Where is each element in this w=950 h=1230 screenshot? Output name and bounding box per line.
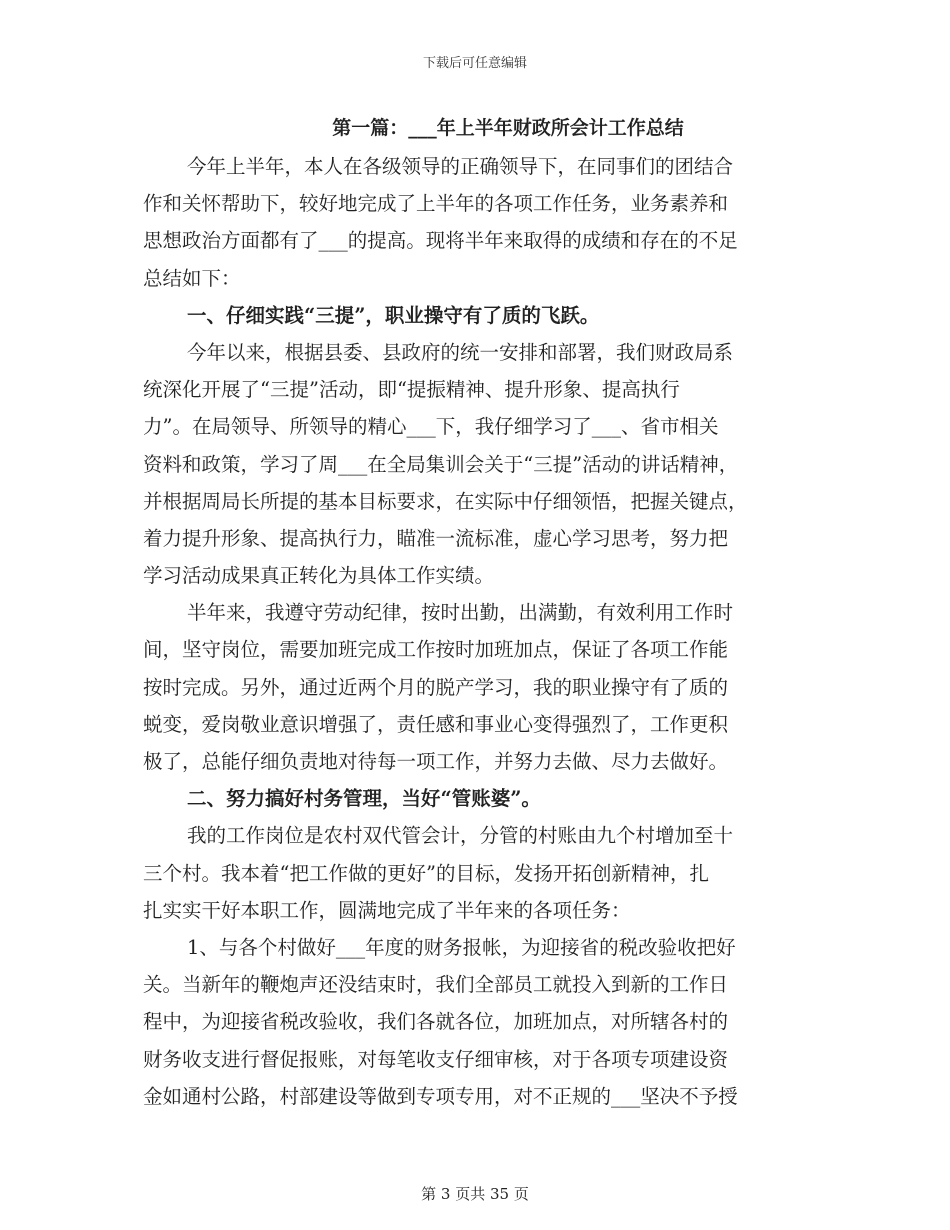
paragraph <box>143 148 813 297</box>
section-heading <box>143 297 813 334</box>
section-heading <box>143 780 813 817</box>
text-line: 三个村。我本着“把工作做的更好”的目标，发扬开拓创新精神，扎 <box>143 861 709 885</box>
text-line: 财务收支进行督促报账，对每笔收支仔细审核，对于各项专项建设资 <box>143 1047 729 1071</box>
text-line: 作和关怀帮助下，较好地完成了上半年的各项工作任务，业务素养和 <box>143 192 729 216</box>
text-line: 一、仔细实践“三提”，职业操守有了质的飞跃。 <box>187 303 600 327</box>
paragraph <box>143 817 813 929</box>
text-line: 统深化开展了“三提”活动，即“提振精神、提升形象、提高执行 <box>143 378 680 402</box>
text-line: 思想政治方面都有了___的提高。现将半年来取得的成绩和存在的不足 <box>143 229 738 253</box>
text-line: 关。当新年的鞭炮声还没结束时，我们全部员工就投入到新的工作日 <box>143 973 729 997</box>
text-line: 我的工作岗位是农村双代管会计，分管的村账由九个村增加至十 <box>187 824 734 848</box>
text-line: 二、努力搞好村务管理，当好“管账婆”。 <box>187 787 541 811</box>
text-line: 程中，为迎接省税改验收，我们各就各位，加班加点，对所辖各村的 <box>143 1010 729 1034</box>
text-line: 按时完成。另外，通过近两个月的脱产学习，我的职业操守有了质的 <box>143 675 729 699</box>
text-line: 并根据周局长所提的基本目标要求，在实际中仔细领悟，把握关键点， <box>143 489 748 513</box>
text-line: 极了，总能仔细负责地对待每一项工作，并努力去做、尽力去做好。 <box>143 750 729 773</box>
text-line: 今年上半年，本人在各级领导的正确领导下，在同事们的团结合 <box>187 155 734 178</box>
text-line: 着力提升形象、提高执行力，瞄准一流标准，虚心学习思考，努力把 <box>143 526 729 550</box>
text-line: 蜕变，爱岗敬业意识增强了，责任感和事业心变得强烈了，工作更积 <box>143 712 729 736</box>
paragraph <box>143 929 813 1115</box>
text-line: 1、与各个村做好___年度的财务报帐，为迎接省的税改验收把好 <box>187 935 736 959</box>
document-body <box>143 108 813 1115</box>
text-line: 间，坚守岗位，需要加班完成工作按时加班加点，保证了各项工作能 <box>143 638 729 662</box>
paragraph <box>143 594 813 780</box>
paragraph-list <box>143 148 813 1115</box>
paragraph <box>143 334 813 594</box>
text-line: 今年以来，根据县委、县政府的统一安排和部署，我们财政局系 <box>187 340 734 364</box>
text-line: 学习活动成果真正转化为具体工作实绩。 <box>143 564 495 588</box>
page-footer: 第 3 页共 35 页 <box>421 1185 529 1203</box>
text-line: 金如通村公路，村部建设等做到专项专用，对不正规的___坚决不予授 <box>143 1084 738 1108</box>
page-header: 下载后可任意编辑 <box>422 56 527 71</box>
text-line: 半年来，我遵守劳动纪律，按时出勤，出满勤，有效利用工作时 <box>187 601 734 625</box>
text-line: 扎实实干好本职工作，圆满地完成了半年来的各项任务： <box>143 898 631 922</box>
document-title: 第一篇：___年上半年财政所会计工作总结 <box>332 117 684 139</box>
text-line: 资料和政策，学习了周___在全局集训会关于“三提”活动的讲话精神， <box>143 452 739 476</box>
text-line: 力”。在局领导、所领导的精心___下，我仔细学习了___、省市相关 <box>143 415 719 439</box>
text-line: 总结如下： <box>143 266 241 290</box>
